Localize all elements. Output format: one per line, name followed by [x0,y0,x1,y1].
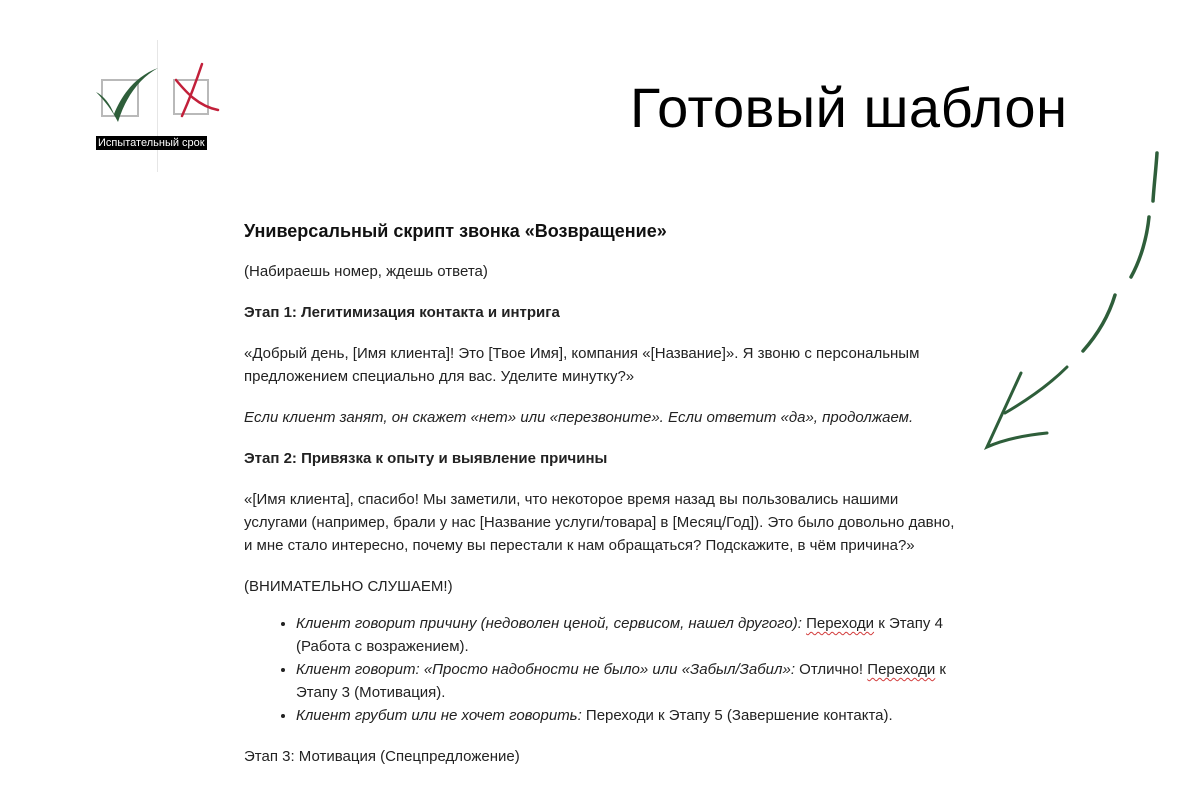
logo-caption: Испытательный срок [98,137,205,149]
listen-note: (ВНИМАТЕЛЬНО СЛУШАЕМ!) [244,578,453,595]
bullet-action-prefix: Отлично! [799,661,864,678]
logo [94,62,226,172]
checkbox-crossed-icon [174,64,218,116]
bullet-action: к Этапу 4 (Работа с возражением). [296,615,943,655]
intro-text: (Набираешь номер, ждешь ответа) [244,263,488,280]
bullet-condition: Клиент грубит или не хочет говорить: [296,707,582,724]
bullet-condition: Клиент говорит: «Просто надобности не было» или «Забыл/Забил»: [296,661,795,678]
bullet-action: Переходи к Этапу 5 (Завершение контакта). [585,707,893,724]
checkbox-checked-icon [96,68,158,122]
list-item [296,704,964,727]
bullet-action-verb: Переходи [806,615,875,632]
bullet-action-verb: Переходи [867,661,936,678]
reaction-list [244,612,964,727]
list-item [296,658,964,704]
list-item [296,612,964,658]
document [244,218,964,786]
document-heading: Универсальный скрипт звонка «Возвращение» [244,221,667,241]
stage3-title: Этап 3: Мотивация (Спецпредложение) [244,748,520,765]
stage1-note: Если клиент занят, он скажет «нет» или «перезвоните». Если ответит «да», продолжаем. [244,409,914,426]
page-title: Готовый шаблон [630,76,1068,139]
logo-icons [94,62,226,136]
bullet-action: к Этапу 3 (Мотивация). [296,661,946,701]
stage1-title: Этап 1: Легитимизация контакта и интрига [244,304,560,321]
stage2-title: Этап 2: Привязка к опыту и выявление причины [244,450,608,467]
bullet-condition: Клиент говорит причину (недоволен ценой, сервисом, нашел другого): [296,615,802,632]
arrow-icon [975,145,1175,465]
stage2-text: «[Имя клиента], спасибо! Мы заметили, что некоторое время назад вы пользовались нашими услугами (например, брали у нас [Название услуги/товара] в [Месяц/Год]). Это было довольно давно, и мне стало интересно, почему вы перестали к нам обращаться? Подскажите, в чём причина?» [244,491,955,554]
stage1-text: «Добрый день, [Имя клиента]! Это [Твое Имя], компания «[Название]». Я звоню с персональным предложением специально для вас. Уделите минутку?» [244,345,920,385]
